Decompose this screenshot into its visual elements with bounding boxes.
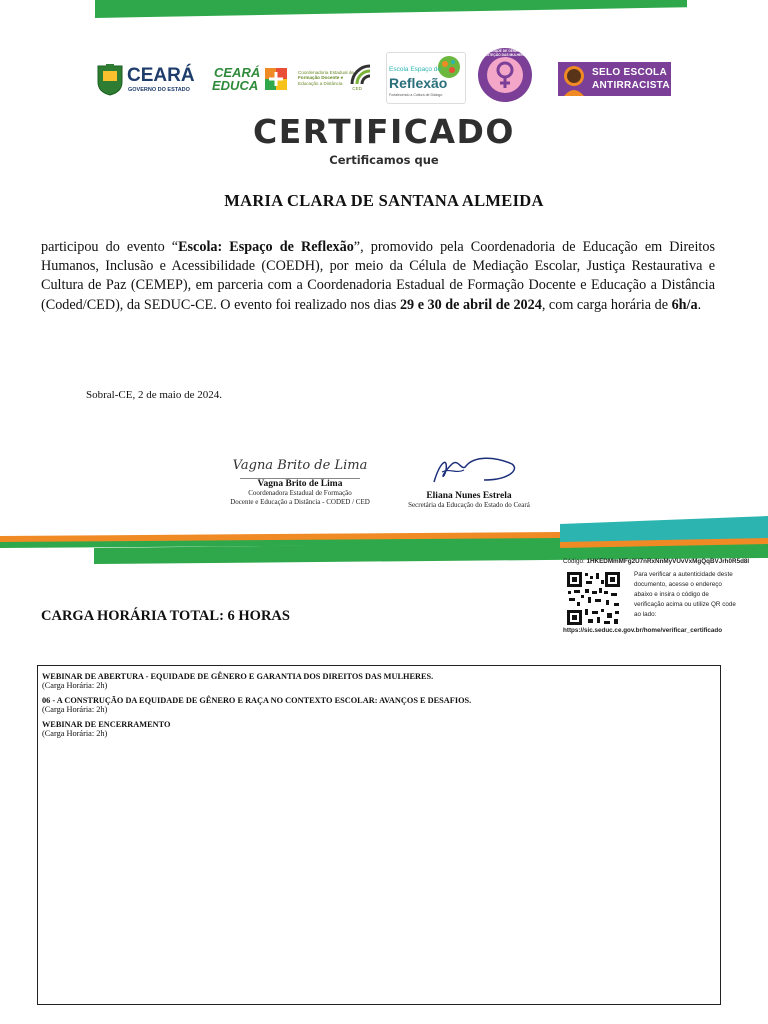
verification-url[interactable]: https://sic.seduc.ce.gov.br/home/verificar_certificado bbox=[563, 627, 723, 634]
qr-code[interactable] bbox=[566, 571, 621, 626]
event-dates: 29 e 30 de abril de 2024 bbox=[399, 296, 542, 313]
escola-reflexao-logo bbox=[386, 52, 466, 104]
governo-do-estado-label: GOVERNO DO ESTADO bbox=[128, 87, 190, 93]
event-hours: 6h/a bbox=[671, 296, 698, 313]
activity-hours: (Carga Horária: 2h) bbox=[42, 705, 108, 714]
selo-line2: ANTIRRACISTA bbox=[592, 80, 670, 91]
verification-code-line bbox=[563, 557, 763, 567]
signatory-role-2: Secretária da Educação do Estado do Ceará bbox=[408, 501, 530, 509]
escola-espaco-label: Escola Espaço de bbox=[389, 66, 442, 73]
activities-box bbox=[37, 665, 721, 1005]
woman-portrait-icon bbox=[560, 62, 588, 96]
ceara-educa-line2: EDUCA bbox=[212, 78, 259, 93]
activity-title: WEBINAR DE ABERTURA - EQUIDADE DE GÊNERO E GARANTIA DOS DIREITOS DAS MULHERES. bbox=[42, 672, 434, 681]
instructions-line-1: Para verificar a autenticidade deste bbox=[634, 571, 733, 578]
signature-script-1: Vagna Brito de Lima bbox=[232, 458, 368, 473]
instructions-line-2: documento, acesse o endereço bbox=[634, 581, 722, 588]
instructions-line-3: abaixo e insira o código de bbox=[634, 591, 709, 598]
selo-escola-antirracista-logo bbox=[558, 62, 671, 96]
ceara-coat-of-arms-icon bbox=[95, 62, 125, 96]
instructions-line-5: ao lado: bbox=[634, 611, 657, 618]
activity-title: 06 - A CONSTRUÇÃO DA EQUIDADE DE GÊNERO E RAÇA NO CONTEXTO ESCOLAR: AVANÇOS E DESAFIOS. bbox=[42, 696, 472, 705]
coded-ced-logo bbox=[298, 52, 378, 100]
equidade-ring-text: EQUIDADE DE GÊNERO E PROTEÇÃO DAS MULHERES bbox=[482, 49, 528, 57]
signatory-name-1: Vagna Brito de Lima bbox=[257, 479, 343, 489]
recipient-name: MARIA CLARA DE SANTANA ALMEIDA bbox=[224, 191, 544, 210]
selo-line1: SELO ESCOLA bbox=[592, 67, 667, 78]
educa-cross-icon bbox=[265, 68, 287, 90]
certificate-subtitle: Certificamos que bbox=[329, 153, 439, 167]
signatory-role-1b: Docente e Educação a Distância - CODED / CED bbox=[230, 498, 370, 506]
coded-line-1: Coordenadoria Estadual de bbox=[298, 70, 354, 75]
event-name: Escola: Espaço de Reflexão bbox=[178, 239, 354, 255]
activity-item bbox=[42, 672, 720, 690]
verification-instructions bbox=[634, 570, 764, 620]
coded-line-3: Educação a Distância bbox=[298, 80, 343, 86]
certificate-title: CERTIFICADO bbox=[252, 112, 515, 151]
verification-code: 1HKEDMmMFg2U7nRxNnMyVUvVxMgQqBVJrh0R5d8l bbox=[586, 558, 750, 565]
activity-hours: (Carga Horária: 2h) bbox=[42, 729, 108, 738]
activity-item bbox=[42, 696, 720, 714]
place-and-date: Sobral-CE, 2 de maio de 2024. bbox=[86, 389, 222, 401]
top-green-stripe bbox=[95, 0, 687, 18]
activity-title: WEBINAR DE ENCERRAMENTO bbox=[42, 720, 171, 729]
code-label: Código: bbox=[563, 558, 585, 565]
ceara-wordmark: CEARÁ bbox=[127, 65, 195, 86]
body-part-2: ”, promovido pela Coordenadoria de Educação em Direitos Humanos, Inclusão e Acessibilidade (COEDH), por meio da Célula de Mediação Escolar, Justiça Restaurativa e Cultura de Paz (CEMEP), em parceria com a Coordenadoria Estadual de Formação Docente e Educação a Distância (Coded/CED), da SEDUC-CE. O evento foi realizado nos dias bbox=[41, 239, 715, 313]
total-hours-heading: CARGA HORÁRIA TOTAL: 6 HORAS bbox=[41, 608, 290, 624]
activity-item bbox=[42, 720, 720, 738]
ceara-governo-logo bbox=[95, 52, 205, 100]
signatory-name-2: Eliana Nunes Estrela bbox=[426, 491, 512, 501]
body-part-3: , com carga horária de bbox=[541, 296, 672, 313]
body-part-1: participou do evento “ bbox=[41, 239, 179, 255]
instructions-line-4: verificação acima ou utilize QR code bbox=[634, 601, 736, 608]
ceara-educa-logo bbox=[212, 52, 292, 100]
reflexao-label: Reflexão bbox=[389, 75, 448, 91]
ceara-educa-line1: CEARÁ bbox=[214, 65, 261, 80]
signatory-role-1a: Coordenadora Estadual de Formação bbox=[248, 489, 352, 497]
coded-line-2: Formação Docente e bbox=[298, 75, 344, 81]
activity-hours: (Carga Horária: 2h) bbox=[42, 681, 108, 690]
signature-block-1 bbox=[220, 458, 380, 507]
body-part-4: . bbox=[697, 296, 702, 313]
handwritten-signature-2 bbox=[404, 452, 534, 486]
signal-waves-icon bbox=[350, 64, 372, 86]
signature-block-2 bbox=[404, 452, 534, 510]
equidade-genero-seal bbox=[477, 47, 533, 103]
fortalecendo-label: Fortalecendo a Cultura de Diálogo bbox=[389, 93, 443, 97]
certificate-body bbox=[41, 238, 715, 315]
coded-line-4: CED bbox=[352, 86, 362, 92]
